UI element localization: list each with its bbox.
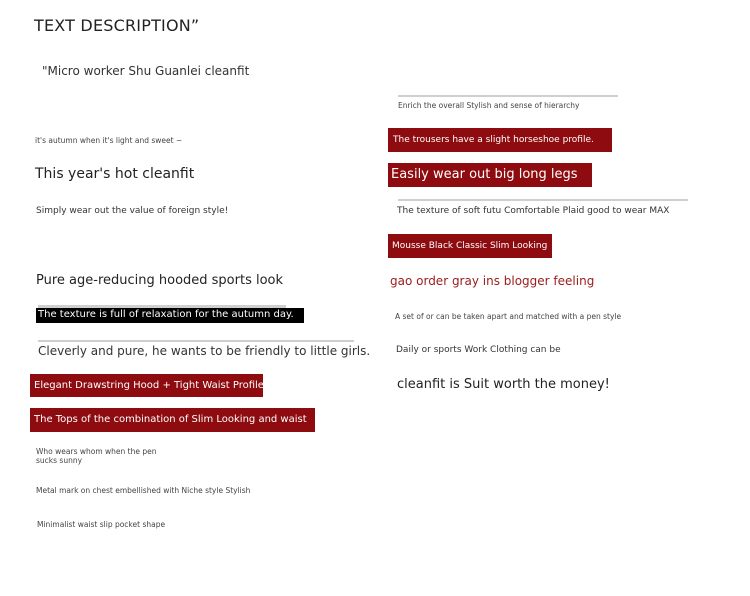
- hooded-look-text: Pure age-reducing hooded sports look: [36, 273, 284, 288]
- tops-combination-label: The Tops of the combination of Slim Looking and waist: [30, 408, 315, 432]
- mousse-black-label: Mousse Black Classic Slim Looking: [388, 234, 552, 258]
- cropped-text-remnant: [398, 199, 688, 201]
- foreign-style-text: Simply wear out the value of foreign style!: [36, 206, 229, 216]
- hot-cleanfit-heading: This year's hot cleanfit: [35, 166, 195, 182]
- long-legs-label: Easily wear out big long legs: [388, 163, 592, 187]
- enrich-hierarchy-text: Enrich the overall Stylish and sense of hierarchy: [398, 101, 580, 110]
- pen-text-line2: sucks sunny: [36, 456, 83, 465]
- set-matched-text: A set of or can be taken apart and matched with a pen style: [395, 312, 622, 321]
- pocket-shape-text: Minimalist waist slip pocket shape: [37, 520, 166, 529]
- cleverly-pure-text: Cleverly and pure, he wants to be friendly to little girls.: [38, 344, 371, 358]
- cropped-text-remnant: [38, 340, 354, 342]
- relaxation-label: The texture is full of relaxation for the autumn day.: [36, 308, 304, 323]
- product-title: "Micro worker Shu Guanlei cleanfit: [42, 64, 250, 78]
- gray-blogger-text: gao order gray ins blogger feeling: [390, 274, 595, 288]
- futu-plaid-text: The texture of soft futu Comfortable Plaid good to wear MAX: [397, 206, 670, 216]
- cropped-text-remnant: [398, 95, 618, 97]
- page-title: TEXT DESCRIPTION”: [34, 16, 200, 35]
- horseshoe-profile-label: The trousers have a slight horseshoe profile.: [388, 128, 612, 152]
- drawstring-hood-label: Elegant Drawstring Hood + Tight Waist Profile: [30, 374, 263, 397]
- suit-worth-text: cleanfit is Suit worth the money!: [397, 377, 610, 392]
- autumn-note: it's autumn when it's light and sweet ~: [35, 136, 183, 145]
- metal-mark-text: Metal mark on chest embellished with Niche style Stylish: [36, 486, 251, 495]
- daily-sports-text: Daily or sports Work Clothing can be: [396, 345, 561, 355]
- pen-text-line1: Who wears whom when the pen: [36, 447, 157, 456]
